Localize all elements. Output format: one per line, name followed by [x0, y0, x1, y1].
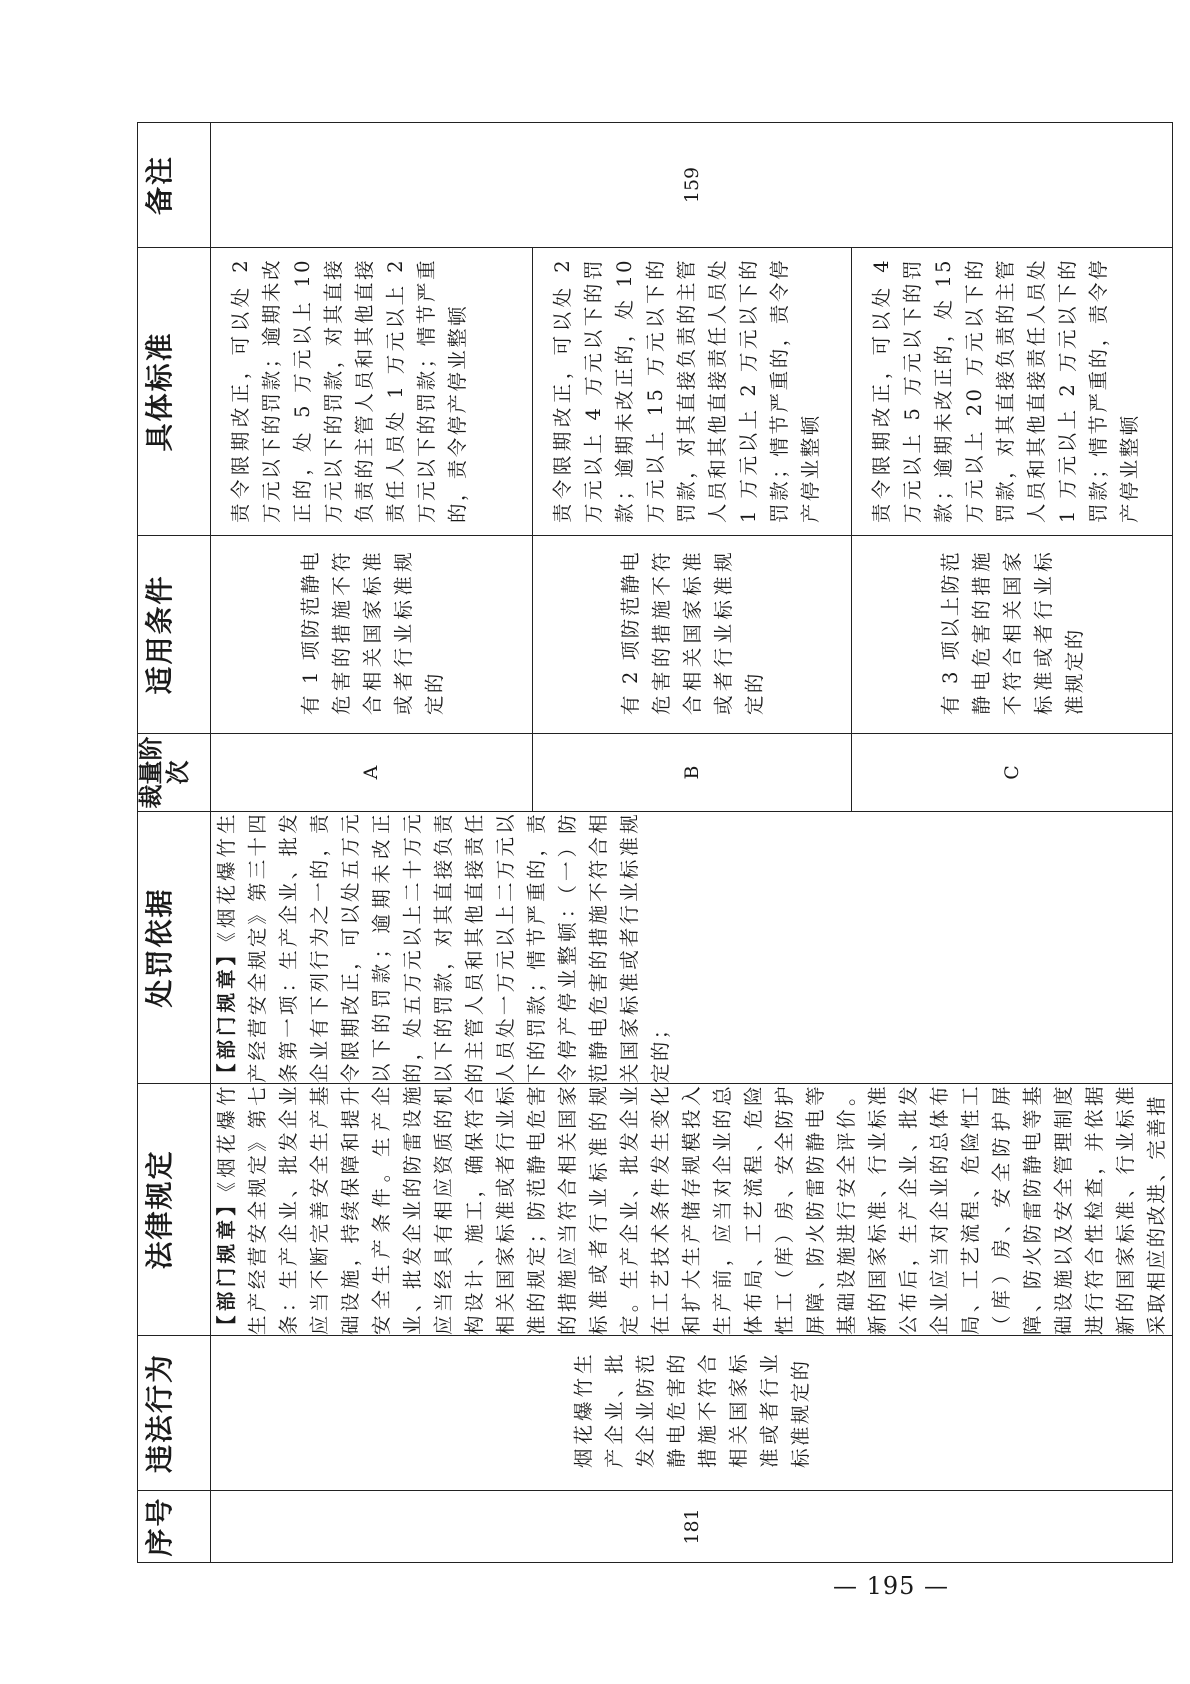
condition-cell: [211, 536, 1173, 734]
rotated-table-wrapper: [137, 123, 1168, 1563]
standard-c-row: [852, 248, 1172, 535]
condition-a: 有 1 项防范静电危害的措施不符合相关国家标准或者行业标准规定的: [298, 550, 446, 715]
penalty-table: [137, 122, 1173, 1563]
header-behavior: 违法行为: [138, 1336, 211, 1491]
condition-c-row: [852, 536, 1172, 733]
seq-cell: [211, 1491, 1173, 1563]
level-cell: [211, 734, 1173, 812]
law-source: 【部门规章】: [215, 1191, 238, 1335]
header-basis: 处罚依据: [138, 812, 211, 1084]
header-remark: 备注: [138, 123, 211, 248]
level-c: C: [1000, 765, 1023, 780]
header-row: [138, 123, 211, 1563]
condition-c: 有 3 项以上防范静电危害的措施不符合相关国家标准或者行业标准规定的: [939, 550, 1087, 715]
header-law: 法律规定: [138, 1084, 211, 1336]
header-condition: 适用条件: [138, 536, 211, 734]
table-row: [211, 123, 1173, 1563]
law-cell: [211, 1084, 1173, 1336]
standard-b: 责令限期改正，可以处 2 万元以上 4 万元以下的罚款；逾期未改正的，处 10 万元以上 15 万元以下的罚款，对其直接负责的主管人员和其他直接责任人员处 1 万元以上 2 万元以下的罚款；情节严重的，责令停产停业整顿: [550, 258, 822, 523]
standard-a-row: [211, 248, 533, 535]
basis-text: 《烟花爆竹生产经营安全规定》第三十四条第一项：生产企业、批发企业有下列行为之一的，责令限期改正，可以处五万元以下的罚款；逾期未改正的，处五万元以上二十万元以下的罚款，对其直接负责的主管人员和其他直接责任人员处一万元以上二万元以下的罚款；情节严重的，责令停产停业整顿：（一）防范静电危害的措施不符合相关国家标准或者行业标准规定的；: [215, 812, 672, 1083]
basis-source: 【部门规章】: [215, 941, 238, 1083]
header-seq: 序号: [138, 1491, 211, 1563]
level-b: B: [533, 734, 852, 811]
level-subtable: [211, 734, 1172, 811]
standard-c: 责令限期改正，可以处 4 万元以上 5 万元以下的罚款；逾期未改正的，处 15 万元以上 20 万元以下的罚款，对其直接负责的主管人员和其他直接责任人员处 1 万元以上 2 万元以下的罚款；情节严重的，责令停产停业整顿: [869, 258, 1141, 523]
remark-cell: [211, 123, 1173, 248]
header-level: 裁量阶次: [138, 734, 211, 812]
behavior-cell: [211, 1336, 1173, 1491]
condition-subtable: [211, 536, 1172, 733]
standard-a: 责令限期改正，可以处 2 万元以下的罚款；逾期未改正的，处 5 万元以上 10 万元以下的罚款，对其直接负责的主管人员和其他直接责任人员处 1 万元以上 2 万元以下的罚款；情节严重的，责令停产停业整顿: [229, 258, 469, 523]
condition-b: 有 2 项防范静电危害的措施不符合相关国家标准或者行业标准规定的: [619, 550, 767, 715]
page-number: — 195 —: [832, 1572, 950, 1600]
standard-cell: [211, 248, 1173, 536]
condition-b-row: [533, 536, 852, 733]
header-standard: 具体标准: [138, 248, 211, 536]
remark-value: 159: [680, 166, 703, 204]
level-a: A: [211, 734, 533, 811]
law-text: 《烟花爆竹生产经营安全规定》第七条：生产企业、批发企业应当不断完善安全生产基础设施，持续保障和提升安全生产条件。生产企业、批发企业的防雷设施应当经具有相应资质的机构设计、施工，确保符合相关国家标准或者行业标准的规定；防范静电危害的措施应当符合相关国家标准或者行业标准的规定。生产企业、批发企业在工艺技术条件发生变化和扩大生产储存规模投入生产前，应当对企业的总体布局、工艺流程、危险性工（库）房、安全防护屏障、防火防雷防静电等基础设施进行安全评价。新的国家标准、行业标准公布后，生产企业、批发企业应当对企业的总体布局、工艺流程、危险性工（库）房、安全防护屏障、防火防雷防静电等基础设施以及安全管理制度进行符合性检查，并依据新的国家标准、行业标准采取相应的改进、完善措: [215, 1084, 1168, 1335]
behavior-text: 烟花爆竹生产企业、批发企业防范静电危害的措施不符合相关国家标准或者行业标准规定的: [571, 1352, 812, 1468]
basis-cell: [211, 812, 1173, 1084]
standard-b-row: [533, 248, 852, 535]
condition-a-row: [211, 536, 533, 733]
standard-subtable: [211, 248, 1172, 535]
seq-value: 181: [680, 1508, 703, 1545]
